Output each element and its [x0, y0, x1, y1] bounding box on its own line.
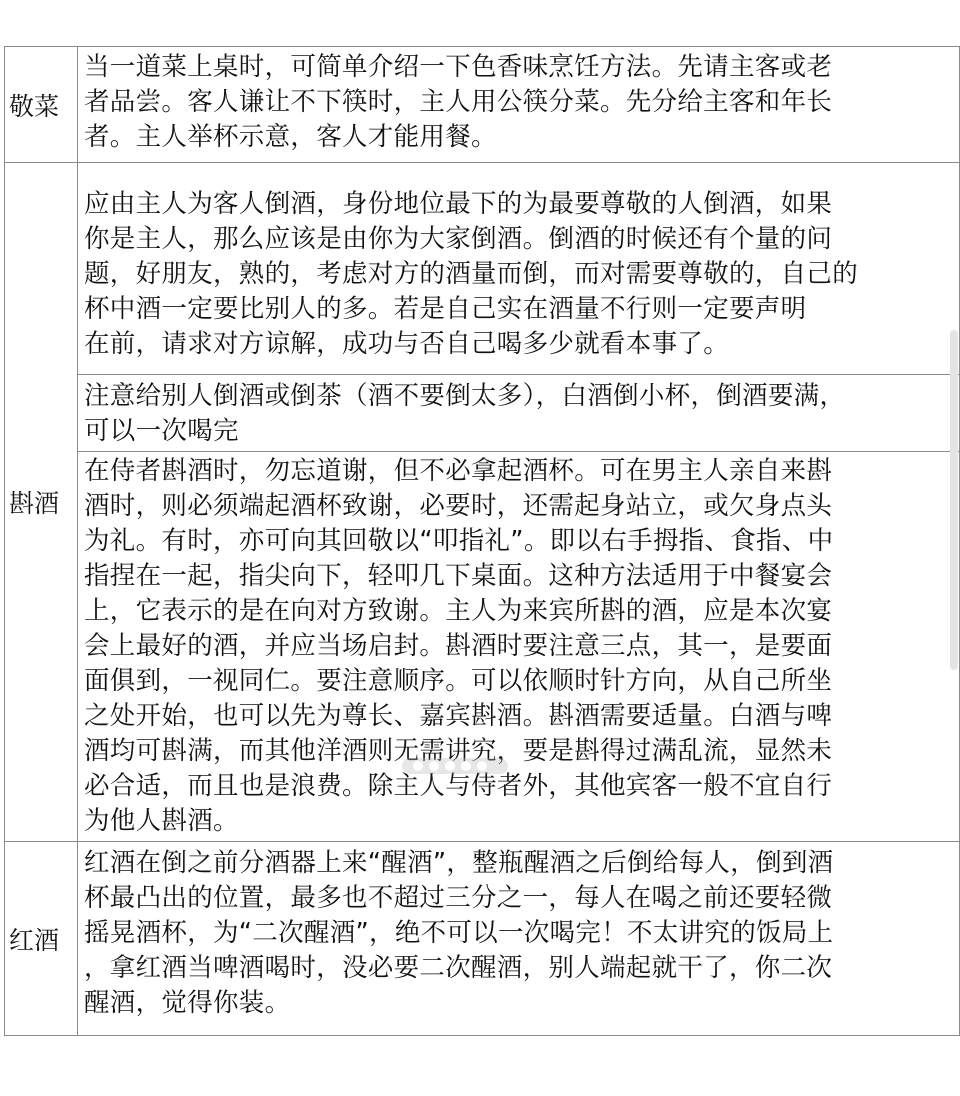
- text-line: 醒酒，觉得你装。: [84, 988, 291, 1018]
- text-line: 酒均可斟满，而其他洋酒则无需讲究，要是斟得过满乱流，显然未: [84, 736, 833, 766]
- text-line: 可以一次喝完: [84, 416, 239, 446]
- row-label-zhenjiu: 斟酒: [5, 163, 78, 842]
- row-label-hongjiu: 红酒: [5, 842, 78, 1036]
- row-content-serve: [78, 452, 960, 842]
- text-line: 为礼。有时，亦可向其回敬以“叩指礼”。即以右手拇指、食指、中: [84, 526, 834, 556]
- text-line: 杯最凸出的位置，最多也不超过三分之一，每人在喝之前还要轻微: [84, 883, 833, 913]
- row-content-pour: [78, 163, 960, 375]
- row-content-hongjiu: [78, 842, 960, 1036]
- text-line: 为他人斟酒。: [84, 806, 239, 836]
- text-line: 在前，请求对方谅解，成功与否自己喝多少就看本事了。: [84, 329, 730, 359]
- text-line: 摇晃酒杯，为“二次醒酒”，绝不可以一次喝完！不太讲究的饭局上: [84, 918, 834, 948]
- table-row-pour: [5, 163, 960, 375]
- table-row-jingcai: [5, 47, 960, 163]
- table-row-note: [5, 375, 960, 452]
- text-line: 酒时，则必须端起酒杯致谢，必要时，还需起身站立，或欠身点头: [84, 491, 833, 521]
- text-line: 红酒在倒之前分酒器上来“醒酒”，整瓶醒酒之后倒给每人，倒到酒: [84, 848, 834, 878]
- watermark-icon: [400, 752, 510, 780]
- text-line: 指捏在一起，指尖向下，轻叩几下桌面。这种方法适用于中餐宴会: [84, 561, 833, 591]
- row-content-note: [78, 375, 960, 452]
- table-row-serve: [5, 452, 960, 842]
- text-line: 面俱到，一视同仁。要注意顺序。可以依顺时针方向，从自己所坐: [84, 666, 833, 696]
- text-line: 你是主人，那么应该是由你为大家倒酒。倒酒的时候还有个量的问: [84, 224, 833, 254]
- scrollbar[interactable]: [950, 330, 958, 670]
- row-content-jingcai: [78, 47, 960, 163]
- text-line: 之处开始，也可以先为尊长、嘉宾斟酒。斟酒需要适量。白酒与啤: [84, 701, 833, 731]
- text-line: 在侍者斟酒时，勿忘道谢，但不必拿起酒杯。可在男主人亲自来斟: [84, 456, 833, 486]
- etiquette-table: [4, 46, 960, 1036]
- text-line: 者品尝。客人谦让不下筷时，主人用公筷分菜。先分给主客和年长: [84, 87, 833, 117]
- text-line: ，拿红酒当啤酒喝时，没必要二次醒酒，别人端起就干了，你二次: [84, 953, 833, 983]
- text-line: 当一道菜上桌时，可简单介绍一下色香味烹饪方法。先请主客或老: [84, 52, 833, 82]
- text-line: 会上最好的酒，并应当场启封。斟酒时要注意三点，其一，是要面: [84, 631, 833, 661]
- text-line: 必合适，而且也是浪费。除主人与侍者外，其他宾客一般不宜自行: [84, 771, 833, 801]
- text-line: 注意给别人倒酒或倒茶（酒不要倒太多），白酒倒小杯，倒酒要满，: [84, 381, 846, 411]
- text-line: 杯中酒一定要比别人的多。若是自己实在酒量不行则一定要声明: [84, 294, 807, 324]
- text-line: 上，它表示的是在向对方致谢。主人为来宾所斟的酒，应是本次宴: [84, 596, 833, 626]
- text-line: 题，好朋友，熟的，考虑对方的酒量而倒，而对需要尊敬的，自己的: [84, 259, 859, 289]
- text-line: 应由主人为客人倒酒，身份地位最下的为最要尊敬的人倒酒，如果: [84, 189, 833, 219]
- table-row-hongjiu: [5, 842, 960, 1036]
- row-label-jingcai: 敬菜: [5, 47, 78, 163]
- text-line: 者。主人举杯示意，客人才能用餐。: [84, 122, 497, 152]
